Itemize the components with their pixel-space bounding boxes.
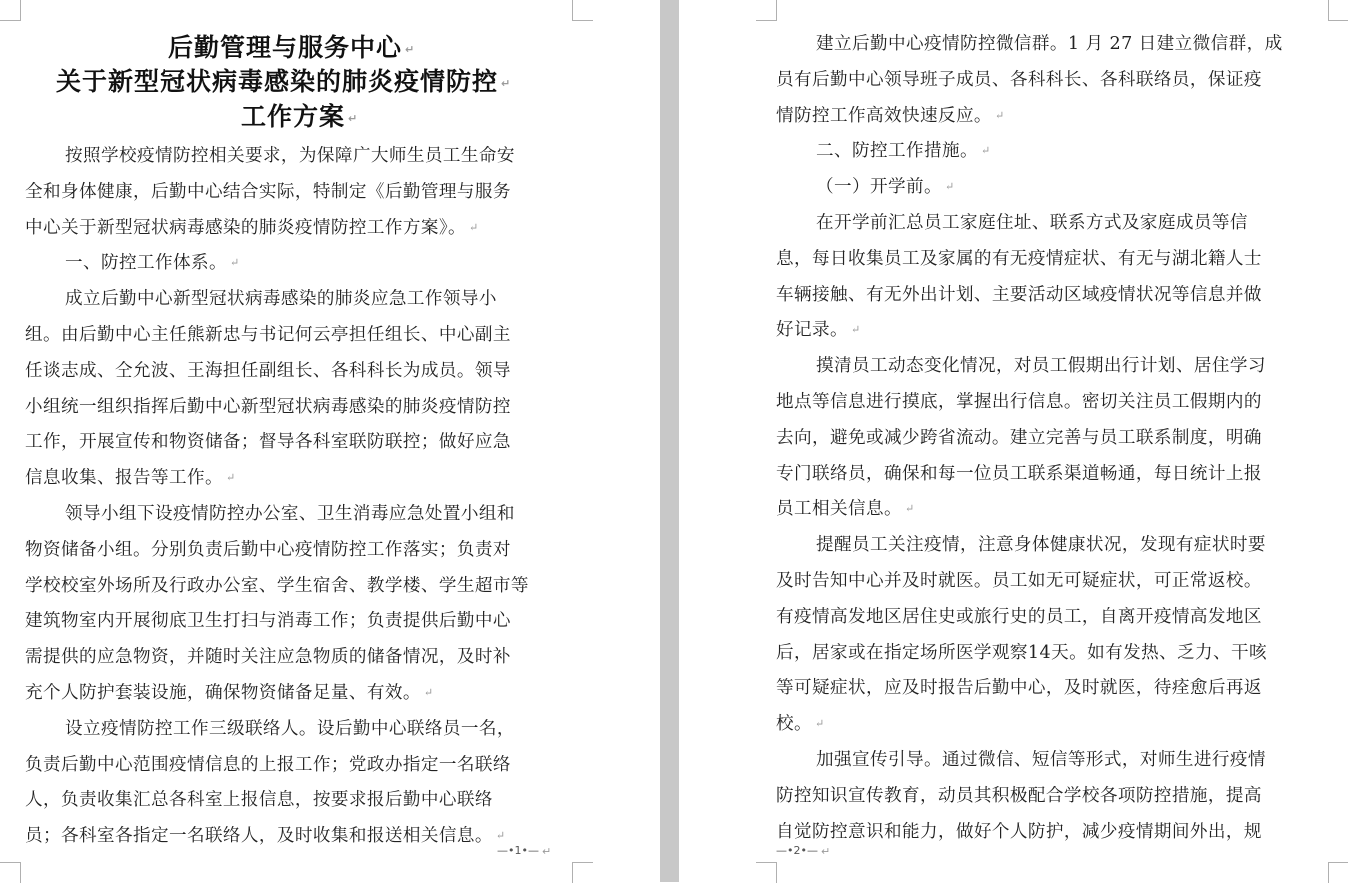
body-text-line: 息，每日收集员工及家属的有无疫情症状、有无与湖北籍人士: [776, 249, 1262, 269]
body-text-line: 防控知识宣传教育，动员其积极配合学校各项防控措施，提高: [776, 786, 1262, 806]
paragraph-mark: ↵: [495, 829, 506, 842]
body-text-line: 中心关于新型冠状病毒感染的肺炎疫情防控工作方案》。 ↵: [25, 218, 479, 238]
body-text-line: 全和身体健康，后勤中心结合实际，特制定《后勤管理与服务: [25, 182, 511, 202]
page-gap: [660, 0, 679, 882]
page-corner-mark: [1328, 0, 1348, 21]
body-text-line: 员工相关信息。 ↵: [776, 499, 915, 519]
paragraph-mark: ↵: [469, 221, 479, 234]
body-text-line: 去向，避免或减少跨省流动。建立完善与员工联系制度，明确: [776, 428, 1262, 448]
body-text-line: 加强宣传引导。通过微信、短信等形式，对师生进行疫情: [816, 750, 1266, 770]
body-text-line: 建筑物室内开展彻底卫生打扫与消毒工作；负责提供后勤中心: [25, 611, 511, 631]
body-text-line: 提醒员工关注疫情，注意身体健康状况，发现有症状时要: [816, 535, 1266, 555]
body-text-line: 摸清员工动态变化情况，对员工假期出行计划、居住学习: [816, 356, 1266, 376]
paragraph-mark: ↵: [980, 144, 991, 157]
paragraph-mark: ↵: [944, 180, 955, 193]
body-text-line: 好记录。 ↵: [776, 320, 861, 340]
body-text-line: 二、防控工作措施。 ↵: [816, 141, 991, 161]
page-corner-mark: [0, 862, 21, 883]
body-text-line: 情防控工作高效快速反应。 ↵: [776, 106, 1005, 126]
document-title-line: 关于新型冠状病毒感染的肺炎疫情防控 ↵: [56, 67, 512, 96]
paragraph-mark: ↵: [815, 717, 825, 730]
body-text-line: 领导小组下设疫情防控办公室、卫生消毒应急处置小组和: [65, 504, 515, 524]
body-text-line: （一）开学前。 ↵: [816, 177, 955, 197]
page-corner-mark: [756, 0, 777, 21]
page-corner-mark: [0, 0, 21, 21]
body-text-line: 有疫情高发地区居住史或旅行史的员工，自离开疫情高发地区: [776, 607, 1262, 627]
body-text-line: 车辆接触、有无外出计划、主要活动区域疫情状况等信息并做: [776, 285, 1262, 305]
body-text-line: 员有后勤中心领导班子成员、各科科长、各科联络员，保证疫: [776, 70, 1262, 90]
page-corner-mark: [1328, 862, 1348, 883]
body-text-line: 在开学前汇总员工家庭住址、联系方式及家庭成员等信: [816, 213, 1248, 233]
body-text-line: 地点等信息进行摸底，掌握出行信息。密切关注员工假期内的: [776, 392, 1262, 412]
body-text-line: 任谈志成、仝允波、王海担任副组长、各科科长为成员。领导: [25, 361, 511, 381]
page-corner-mark: [572, 0, 593, 21]
body-text-line: 后，居家或在指定场所医学观察14天。如有发热、乏力、干咳: [776, 643, 1268, 663]
page-number: —•1•— ↵: [497, 844, 552, 858]
body-text-line: 小组统一组织指挥后勤中心新型冠状病毒感染的肺炎疫情防控: [25, 397, 511, 417]
document-page-2: [679, 0, 1348, 882]
body-text-line: 自觉防控意识和能力，做好个人防护，减少疫情期间外出，规: [776, 822, 1262, 842]
paragraph-mark: ↵: [229, 256, 240, 269]
body-text-line: 学校校室外场所及行政办公室、学生宿舍、教学楼、学生超市等: [25, 576, 529, 596]
paragraph-mark: ↵: [850, 323, 861, 336]
body-text-line: 等可疑症状，应及时报告后勤中心，及时就医，待痊愈后再返: [776, 678, 1262, 698]
body-text-line: 负责后勤中心范围疫情信息的上报工作；党政办指定一名联络: [25, 755, 511, 775]
body-text-line: 一、防控工作体系。 ↵: [65, 253, 240, 273]
page-corner-mark: [756, 862, 777, 883]
body-text-line: 校。 ↵: [776, 714, 825, 734]
paragraph-mark: ↵: [225, 471, 236, 484]
body-text-line: 专门联络员，确保和每一位员工联系渠道畅通，每日统计上报: [776, 464, 1262, 484]
page-number: —•2•— ↵: [776, 844, 831, 858]
body-text-line: 员；各科室各指定一名联络人，及时收集和报送相关信息。 ↵: [25, 826, 506, 846]
body-text-line: 人，负责收集汇总各科室上报信息，按要求报后勤中心联络: [25, 790, 493, 810]
paragraph-mark: ↵: [904, 502, 915, 515]
document-page-1: [0, 0, 660, 882]
body-text-line: 物资储备小组。分别负责后勤中心疫情防控工作落实；负责对: [25, 540, 511, 560]
body-text-line: 信息收集、报告等工作。 ↵: [25, 468, 236, 488]
body-text-line: 组。由后勤中心主任熊新忠与书记何云亭担任组长、中心副主: [25, 325, 511, 345]
body-text-line: 工作，开展宣传和物资储备；督导各科室联防联控；做好应急: [25, 432, 511, 452]
body-text-line: 充个人防护套装设施，确保物资储备足量、有效。 ↵: [25, 683, 434, 703]
page-corner-mark: [572, 862, 593, 883]
document-title-line: 工作方案 ↵: [241, 102, 359, 131]
document-title-line: 后勤管理与服务中心 ↵: [168, 33, 416, 62]
paragraph-mark: ↵: [994, 109, 1005, 122]
body-text-line: 按照学校疫情防控相关要求，为保障广大师生员工生命安: [65, 146, 515, 166]
body-text-line: 设立疫情防控工作三级联络人。设后勤中心联络员一名，: [65, 719, 515, 739]
body-text-line: 需提供的应急物资，并随时关注应急物质的储备情况，及时补: [25, 647, 511, 667]
body-text-line: 及时告知中心并及时就医。员工如无可疑症状，可正常返校。: [776, 571, 1262, 591]
body-text-line: 成立后勤中心新型冠状病毒感染的肺炎应急工作领导小: [65, 289, 497, 309]
paragraph-mark: ↵: [423, 686, 434, 699]
body-text-line: 建立后勤中心疫情防控微信群。1 月 27 日建立微信群，成: [816, 34, 1283, 54]
